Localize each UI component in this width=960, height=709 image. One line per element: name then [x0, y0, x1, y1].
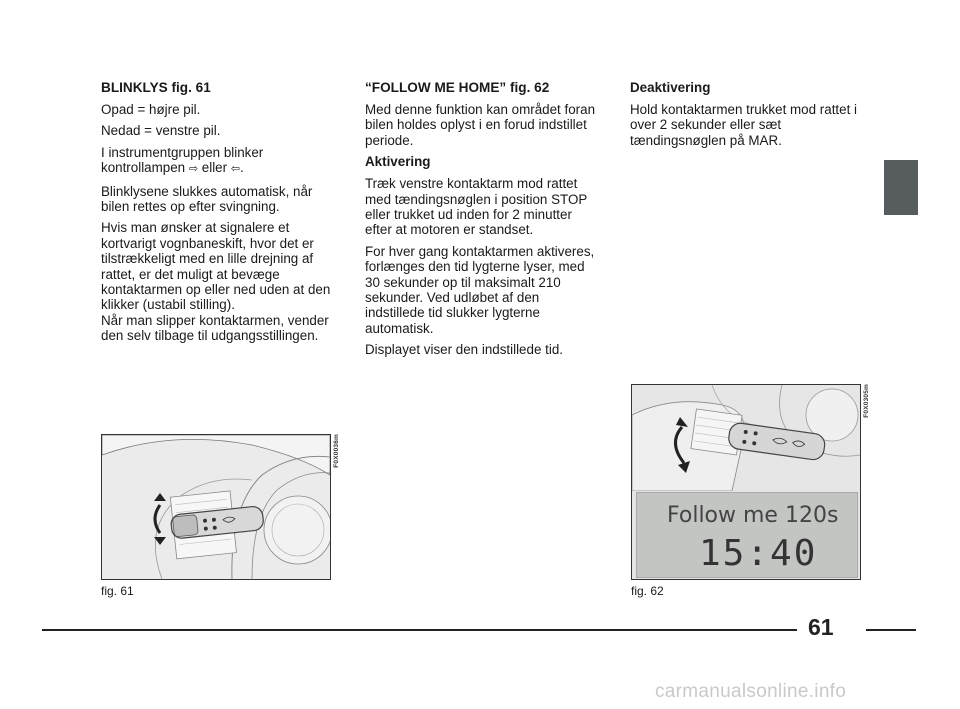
paragraph-deactivation: Hold kontaktarmen trukket mod rattet i over 2 sekunder eller sæt tændingsnøglen på MAR.: [630, 102, 857, 148]
paragraph-function: Med denne funktion kan området foran bilen holdes oplyst i en forud indstillet periode.: [365, 102, 596, 148]
text-lamp-c: .: [240, 160, 244, 176]
text-lamp-b: eller: [198, 160, 231, 176]
text-lamp-a: I instrumentgruppen blinker kontrollampen: [101, 144, 264, 176]
footer-rule-left: [42, 629, 797, 631]
heading-blinklys: BLINKLYS fig. 61: [101, 80, 211, 95]
figure-62-illustration: [632, 385, 860, 491]
paragraph-warning-lamp: [101, 145, 333, 178]
column-deaktivering: [630, 80, 862, 154]
paragraph-auto-off: Blinklysene slukkes automatisk, når bilen rettes op efter svingning.: [101, 183, 313, 215]
paragraph-up: Opad = højre pil.: [101, 102, 201, 117]
display-follow-me-text: Follow me 120s: [667, 503, 839, 528]
column-follow-me-home: [365, 80, 597, 364]
heading-follow-me-home: “FOLLOW ME HOME” fig. 62: [365, 80, 550, 95]
column-blinklys: [101, 80, 333, 350]
figure-62-code: F0X0305m: [863, 384, 870, 418]
figure-61-code: F0X0036m: [333, 434, 340, 468]
figure-61-illustration: [102, 435, 330, 579]
figure-62-caption: fig. 62: [631, 584, 664, 598]
display-panel: [636, 492, 858, 578]
display-clock: 15:40: [699, 533, 818, 574]
paragraph-release: Når man slipper kontaktarmen, vender den selv tilbage til udgangsstillingen.: [101, 312, 329, 344]
paragraph-display: Displayet viser den indstillede tid.: [365, 342, 563, 358]
subheading-aktivering: Aktivering: [365, 154, 431, 170]
figure-62: [631, 384, 861, 580]
paragraph-activation: Træk venstre kontaktarm mod rattet med tændingsnøglen i position STOP eller trukket ud inden for 2 minutter efter at motoren er standset.: [365, 176, 588, 238]
figure-61: [101, 434, 331, 580]
section-tab: [884, 160, 918, 215]
watermark-text: carmanualsonline.info: [655, 681, 847, 702]
right-arrow-icon: ⇨: [188, 163, 199, 176]
footer-rule-right: [866, 629, 916, 631]
paragraph-lane-change: Hvis man ønsker at signalere et kortvarigt vognbaneskift, hvor det er tilstrækkeligt med en lille drejning af rattet, er det muligt at bevæge kontaktarmen op eller ned uden at den klikker (ustabil stilling).: [101, 220, 331, 313]
heading-deaktivering: Deaktivering: [630, 80, 711, 95]
paragraph-down: Nedad = venstre pil.: [101, 123, 221, 139]
paragraph-extension: For hver gang kontaktarmen aktiveres, forlænges den tid lygterne lyser, med 30 sekunder op til maksimalt 210 sekunder. Ved udløbet af den indstillede tid slukker lygterne automatisk.: [365, 243, 595, 336]
page-number: 61: [808, 614, 834, 640]
figure-61-caption: fig. 61: [101, 584, 134, 598]
left-arrow-icon: ⇦: [230, 163, 241, 176]
